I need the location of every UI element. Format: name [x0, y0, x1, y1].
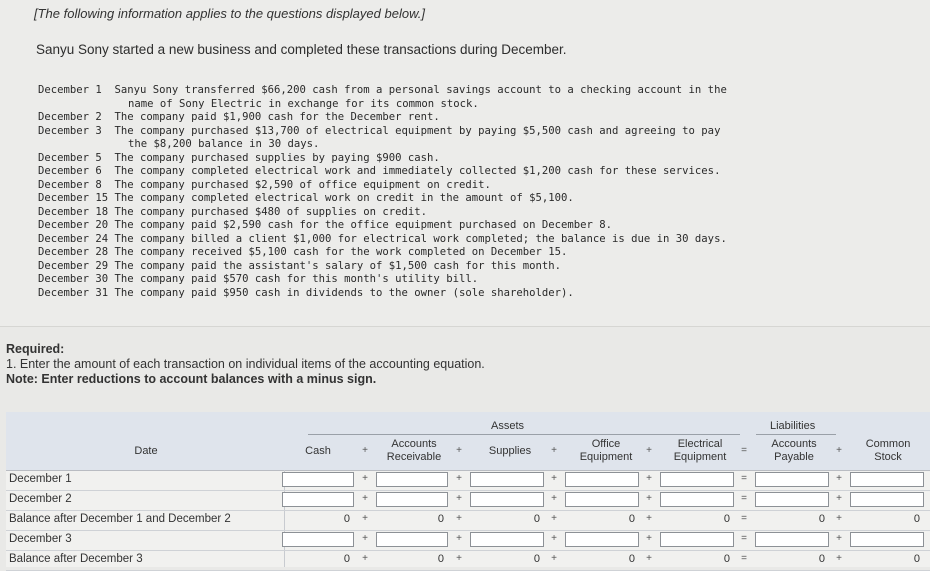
transaction-line: December 15 The company completed electrical work on credit in the amount of $5,100. — [38, 192, 574, 204]
header-plus-3: + — [551, 445, 557, 456]
plus-sign: + — [456, 553, 462, 564]
col-date: Date — [134, 445, 158, 457]
required-title: Required: — [6, 342, 65, 356]
cash-balance: 0 — [343, 513, 350, 525]
accounts-payable-balance: 0 — [818, 513, 825, 525]
plus-sign: + — [456, 513, 462, 524]
plus-sign: + — [551, 493, 557, 504]
col-ap-line2: Payable — [774, 451, 814, 463]
assets-group-label: Assets — [491, 420, 525, 432]
transaction-line: December 30 The company paid $570 cash for this month's utility bill. — [38, 273, 479, 285]
accounts-payable-input[interactable] — [755, 532, 829, 547]
plus-sign: + — [836, 493, 842, 504]
office-equipment-balance: 0 — [628, 553, 635, 565]
common-stock-input[interactable] — [850, 492, 924, 507]
plus-sign: + — [362, 473, 368, 484]
header-plus-5: + — [836, 445, 842, 456]
accounts-receivable-input[interactable] — [376, 472, 448, 487]
liabilities-divider — [756, 434, 836, 435]
plus-sign: + — [646, 473, 652, 484]
required-note: Note: Enter reductions to account balances with a minus sign. — [6, 372, 377, 386]
table-row — [6, 470, 930, 491]
plus-sign: + — [646, 493, 652, 504]
office-equipment-balance: 0 — [628, 513, 635, 525]
transaction-line: December 29 The company paid the assistant's salary of $1,500 cash for this month. — [38, 259, 561, 272]
col-supplies: Supplies — [488, 445, 532, 457]
equals-sign: = — [741, 553, 747, 564]
plus-sign: + — [362, 553, 368, 564]
office-equipment-input[interactable] — [565, 472, 639, 487]
plus-sign: + — [836, 553, 842, 564]
accounts-payable-input[interactable] — [755, 492, 829, 507]
row-label: December 1 — [9, 473, 72, 485]
plus-sign: + — [551, 553, 557, 564]
office-equipment-input[interactable] — [565, 492, 639, 507]
row-label: December 3 — [9, 533, 72, 545]
col-office-line2: Equipment — [579, 451, 633, 463]
col-cs-line1: Common — [865, 438, 911, 450]
required-item: 1. Enter the amount of each transaction on individual items of the accounting equation. — [6, 357, 485, 371]
header-note: [The following information applies to the questions displayed below.] — [34, 6, 425, 21]
plus-sign: + — [836, 533, 842, 544]
plus-sign: + — [456, 493, 462, 504]
plus-sign: + — [551, 533, 557, 544]
cash-balance: 0 — [343, 553, 350, 565]
table-row — [6, 550, 930, 571]
col-elec-line1: Electrical — [677, 438, 723, 450]
supplies-input[interactable] — [470, 532, 544, 547]
accounts-payable-balance: 0 — [818, 553, 825, 565]
electrical-equipment-input[interactable] — [660, 532, 734, 547]
transaction-line: December 20 The company paid $2,590 cash for the office equipment purchased on December 8. — [38, 219, 613, 231]
equals-sign: = — [741, 513, 747, 524]
transaction-list — [38, 84, 727, 300]
transaction-line: December 24 The company billed a client $1,000 for electrical work completed; the balance is due in 30 days. — [38, 232, 727, 245]
accounts-receivable-balance: 0 — [437, 513, 444, 525]
cash-input[interactable] — [282, 492, 354, 507]
equals-sign: = — [741, 493, 747, 504]
electrical-equipment-input[interactable] — [660, 492, 734, 507]
electrical-equipment-balance: 0 — [723, 513, 730, 525]
transaction-line: December 18 The company purchased $480 of supplies on credit. — [38, 205, 428, 218]
common-stock-balance: 0 — [913, 553, 920, 565]
transaction-line: December 2 The company paid $1,900 cash for the December rent. — [38, 111, 440, 123]
equals-sign: = — [741, 473, 747, 484]
col-ar-line1: Accounts — [391, 438, 437, 450]
col-ar-line2: Receivable — [386, 451, 442, 463]
transaction-line-continued: the $8,200 balance in 30 days. — [128, 138, 320, 150]
plus-sign: + — [362, 533, 368, 544]
header-plus-4: + — [646, 445, 652, 456]
plus-sign: + — [836, 513, 842, 524]
transaction-line: December 5 The company purchased supplies by paying $900 cash. — [38, 151, 440, 164]
col-cash: Cash — [305, 445, 331, 457]
supplies-input[interactable] — [470, 492, 544, 507]
row-label: Balance after December 3 — [9, 553, 143, 565]
plus-sign: + — [646, 513, 652, 524]
common-stock-input[interactable] — [850, 472, 924, 487]
transaction-line: December 1 Sanyu Sony transferred $66,200 cash from a personal savings account to a checking account in the — [38, 84, 727, 96]
header-equals: = — [741, 445, 747, 456]
liabilities-group-label: Liabilities — [770, 420, 816, 432]
table-row — [6, 530, 930, 551]
header-plus-2: + — [456, 445, 462, 456]
transaction-line: December 3 The company purchased $13,700 of electrical equipment by paying $5,500 cash and agreeing to pay — [38, 124, 721, 137]
accounting-equation-table — [6, 412, 930, 567]
electrical-equipment-balance: 0 — [723, 553, 730, 565]
assets-divider — [308, 434, 740, 435]
common-stock-balance: 0 — [913, 513, 920, 525]
office-equipment-input[interactable] — [565, 532, 639, 547]
plus-sign: + — [551, 473, 557, 484]
plus-sign: + — [551, 513, 557, 524]
intro-text: Sanyu Sony started a new business and completed these transactions during December. — [36, 42, 567, 57]
col-elec-line2: Equipment — [673, 451, 727, 463]
header-plus-1: + — [362, 445, 368, 456]
transaction-line: December 8 The company purchased $2,590 of office equipment on credit. — [38, 178, 491, 191]
plus-sign: + — [456, 533, 462, 544]
col-ap-line1: Accounts — [771, 438, 817, 450]
col-cs-line2: Stock — [874, 451, 902, 463]
plus-sign: + — [836, 473, 842, 484]
table-row — [6, 510, 930, 531]
table-header — [6, 412, 930, 471]
supplies-balance: 0 — [533, 553, 540, 565]
supplies-input[interactable] — [470, 472, 544, 487]
electrical-equipment-input[interactable] — [660, 472, 734, 487]
supplies-balance: 0 — [533, 513, 540, 525]
plus-sign: + — [362, 513, 368, 524]
transaction-line: December 28 The company received $5,100 cash for the work completed on December 15. — [38, 246, 568, 258]
col-office-line1: Office — [591, 438, 621, 450]
plus-sign: + — [646, 533, 652, 544]
cash-input[interactable] — [282, 532, 354, 547]
plus-sign: + — [456, 473, 462, 484]
common-stock-input[interactable] — [850, 532, 924, 547]
transaction-line-continued: name of Sony Electric in exchange for its common stock. — [128, 97, 479, 110]
row-label: December 2 — [9, 493, 72, 505]
required-section — [6, 342, 485, 387]
cash-input[interactable] — [282, 472, 354, 487]
equals-sign: = — [741, 533, 747, 544]
accounts-receivable-input[interactable] — [376, 492, 448, 507]
transaction-line: December 6 The company completed electrical work and immediately collected $1,200 cash for these services. — [38, 165, 721, 177]
plus-sign: + — [646, 553, 652, 564]
table-row — [6, 490, 930, 511]
accounts-payable-input[interactable] — [755, 472, 829, 487]
plus-sign: + — [362, 493, 368, 504]
accounts-receivable-balance: 0 — [437, 553, 444, 565]
row-label: Balance after December 1 and December 2 — [9, 513, 231, 525]
transaction-line: December 31 The company paid $950 cash in dividends to the owner (sole shareholder). — [38, 286, 574, 299]
accounts-receivable-input[interactable] — [376, 532, 448, 547]
